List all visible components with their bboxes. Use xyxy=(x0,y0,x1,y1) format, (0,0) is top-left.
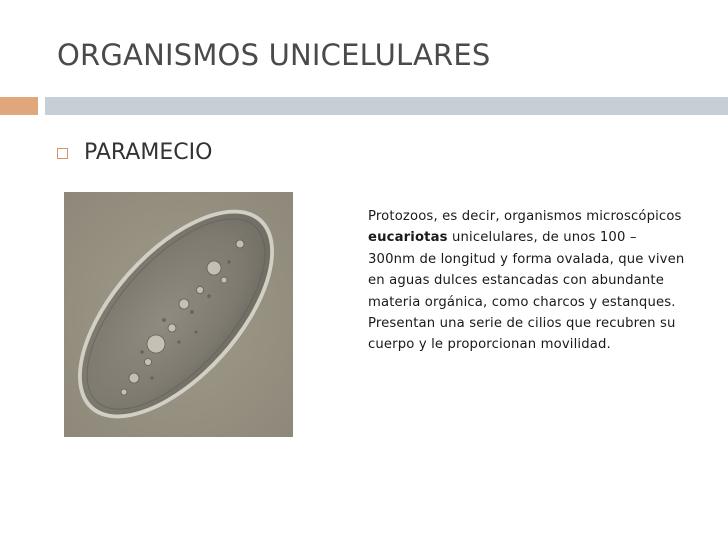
description-bold-term: eucariotas xyxy=(368,230,448,246)
accent-bar xyxy=(0,97,38,115)
description-part: unicelulares, de unos 100 – 300nm de longitud y forma ovalada, que viven en aguas dulces estancadas con abundante materia orgánica, como charcos y estanques. Presentan una serie de cilios que recubren su cuerpo y le proporcionan movilidad. xyxy=(368,230,685,353)
bullet-item xyxy=(57,140,212,165)
square-bullet-icon xyxy=(57,148,68,159)
slide-title: ORGANISMOS UNICELULARES xyxy=(57,38,491,72)
bullet-text: PARAMECIO xyxy=(84,140,213,165)
paramecium-photo xyxy=(64,192,293,437)
description-part: Protozoos, es decir, organismos microscópicos xyxy=(368,209,682,224)
divider-bar xyxy=(45,97,728,115)
description-text xyxy=(368,206,688,356)
